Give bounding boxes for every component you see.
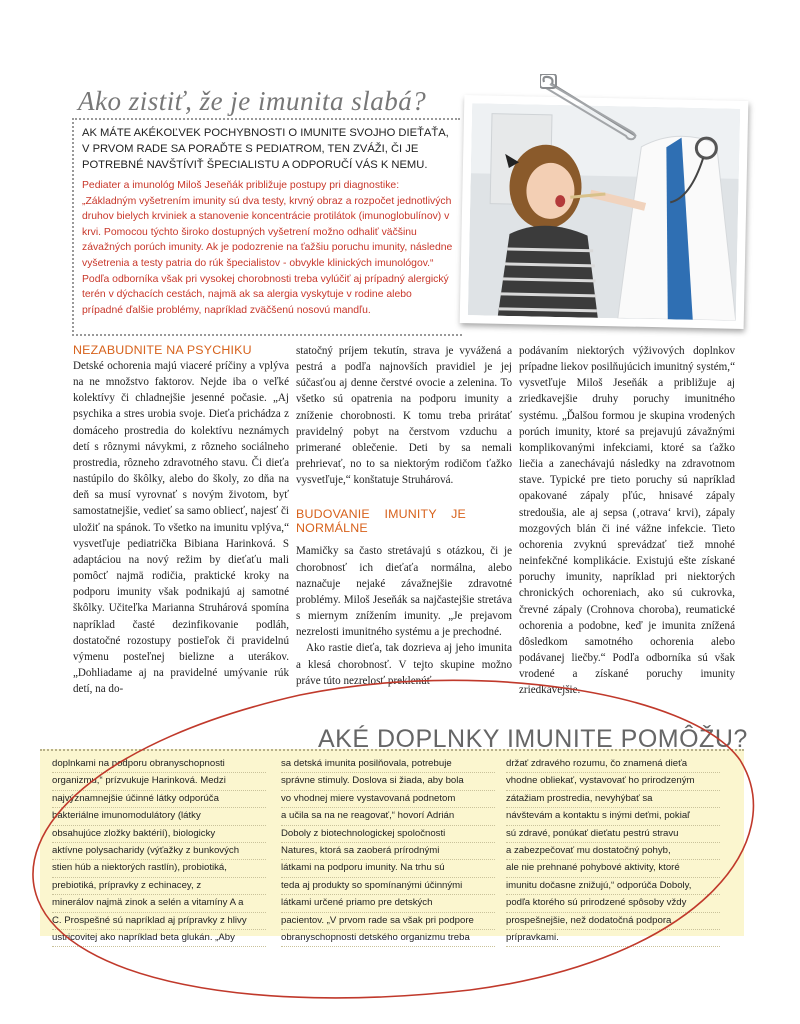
subheading-budovanie-imunity: BUDOVANIE IMUNITY JE NORMÁLNE <box>296 507 466 536</box>
text-line: obsahujúce zložky baktérií), biologicky <box>52 826 266 843</box>
safety-pin-icon <box>540 74 640 149</box>
text-line: najvýznamnejšie účinné látky odporúča <box>52 791 266 808</box>
lead-paragraph: AK MÁTE AKÉKOĽVEK POCHYBNOSTI O IMUNITE SVOJHO DIEŤAŤA, V PRVOM RADE SA PORAĎTE S PEDIATROM, TEN ZVÁŽI, ČI JE POTREBNÉ NAVŠTÍVIŤ ŠPECIALISTU A ODPORUČÍ VÁS K NEMU. <box>82 127 449 171</box>
body-paragraph: Mamičky sa často stretávajú s otázkou, či je chorobnosť ich dieťaťa normálna, alebo naznačuje nejaké závažnejšie zdravotné problémy. Miloš Jeseňák sa najčastejšie stretáva s miernym znížením imunity. „Je prejavom nezrelosti imunitného systému a je prechodné. <box>296 545 512 639</box>
text-line: organizmu,“ prízvukuje Harinková. Medzi <box>52 773 266 790</box>
text-line: sa detská imunita posilňovala, potrebuje <box>281 756 495 773</box>
supplements-column-2 <box>281 756 495 947</box>
text-line: teda aj produkty so spomínanými účinnými <box>281 878 495 895</box>
supplements-column-1 <box>52 756 266 947</box>
text-line: imunitu dočasne znižujú,“ odporúča Doboly, <box>506 878 720 895</box>
text-line: aktívne polysacharidy (výťažky z bunkových <box>52 843 266 860</box>
text-line: prospešnejšie, než dodatočná podpora <box>506 913 720 930</box>
text-line: ale nie prehnané pohybové aktivity, ktoré <box>506 860 720 877</box>
subheading-psychika: NEZABUDNITE NA PSYCHIKU <box>73 343 252 357</box>
text-line: látkami na podporu imunity. Na trhu sú <box>281 860 495 877</box>
text-line: prípravkami. <box>506 930 720 947</box>
article-column-2 <box>296 343 512 689</box>
text-line: zátažiam prostredia, nevyhýbať sa <box>506 791 720 808</box>
text-line: vhodne obliekať, vystavovať ho prirodzeným <box>506 773 720 790</box>
article-column-1 <box>73 343 289 697</box>
text-line: a učila sa na ne reagovať,“ hovorí Adrián <box>281 808 495 825</box>
body-paragraph: Ako rastie dieťa, tak dozrieva aj jeho imunita a klesá chorobnosť. V tejto skupine možno práve túto nezrelosť preklenúť <box>296 642 512 687</box>
text-line: pacientov. „V prvom rade sa však pri podpore <box>281 913 495 930</box>
body-paragraph: statočný príjem tekutín, strava je vyvážená a pestrá a podľa najnovších pravidiel je jej súčasťou aj denne čerstvé ovocie a zelenina. To všetko sú opatrenia na podporu imunity a zníženie chorobnosti. K tomu treba prirátať pravidelný pobyt na čerstvom vzduchu a primerané oblečenie. Deti by sa nemali prehrievať, no to sa niektorým rodičom ťažko vysvetľuje,“ konštatuje Struhárová. <box>296 345 512 487</box>
text-line: C. Prospešné sú napríklad aj prípravky z hlivy <box>52 913 266 930</box>
supplements-title: AKÉ DOPLNKY IMUNITE POMÔŽU? <box>318 725 748 753</box>
text-line: obranyschopnosti detského organizmu treba <box>281 930 495 947</box>
text-line: a zabezpečovať mu dostatočný pohyb, <box>506 843 720 860</box>
dotted-rule <box>72 118 460 120</box>
text-line: minerálov najmä zinok a selén a vitamíny A a <box>52 895 266 912</box>
supplements-column-3 <box>506 756 720 947</box>
body-paragraph: Detské ochorenia majú viaceré príčiny a vplýva na ne množstvo faktorov. Nejde iba o veľké kolektívy či chladnejšie jesenné počasie. „Aj psychika a stres urobia svoje. Dieťa prichádza z domáceho prostredia do kolektívu neznámych detí s rôznymi návykmi, z rôzneho sociálneho prostredia, rôzneho zdravotného stavu. Či dieťa nastúpilo do škôlky, alebo do školy, zo dňa na deň sa musí vyrovnať s novým životom, byť samostatnejšie, vedieť sa samo obliecť, najesť či uložiť na spánok. To všetko na imunitu vplýva,“ vysvetľuje pediatrička Bibiana Harinková. S adaptáciou na nový režim by dieťaťu mali pomôcť najmä rodičia, praktické kroky na podporu imunity však podnikajú aj samotné škôlky. Učiteľka Marianna Struhárová spomína napríklad časté dezinfikovanie podláh, dostatočné rozostupy postieľok či pravidelnú výmenu posteľnej bielizne a uterákov. „Dohliadame aj na pravidelné umývanie rúk detí, na do- <box>73 360 289 696</box>
expert-quote-paragraph: Pediater a imunológ Miloš Jeseňák približuje postupy pri diagnostike: „Základným vyšetrením imunity sú dva testy, krvný obraz a rozpočet jednotlivých druhov bielych krviniek a stanovenie koncentrácie protilátok (imunoglobulínov) v krvi. Pomocou týchto široko dostupných vyšetrení možno odhaliť väčšinu závažných porúch imunity. Ak je podozrenie na ťažšiu poruchu imunity, následne vyšetrenia a testy patria do rúk špecialistov - obvykle klinických imunológov.“ Podľa odborníka však pri vysokej chorobnosti treba vylúčiť aj prípadný alergický terén v dýchacích cestách, najmä ak sa alergia vyskytuje v rodine alebo prípadné ďalšie problémy, napríklad zväčšenú nosovú mandľu. <box>82 180 453 316</box>
body-paragraph: podávaním niektorých výživových doplnkov prípadne liekov posilňujúcich imunitný systém,“ vysvetľuje Miloš Jeseňák a približuje aj zriedkavejšie druhy poruchy imunitného systému. „Ďalšou formou je skupina vrodených porúch imunity, ktoré sa prejavujú závažnými komplikovanými infekciami, ktoré sa ťažko liečia a zanechávajú následky na zdravotnom stave. Typické pre tieto poruchy sú napríklad opakované zápaly pľúc, hnisavé zápaly stredoušia, ale aj sepsa (‚otrava‘ krvi), zápaly mozgových blán či iné vážne infekcie. Tieto ochorenia zvyknú sprevádzať tiež mnohé neinfekčné komplikácie. Existujú ešte získané poruchy imunity, napríklad pri niektorých chronických ochoreniach, ako sú cukrovka, črevné zápaly (Crohnova choroba), reumatické ochorenia a podobne, keď je imunita znížená dôsledkom samotného ochorenia alebo podávanej liečby.“ Podľa odborníka sú však vrodené a získané poruchy imunity zriedkavejšie. <box>519 345 735 697</box>
text-line: ustricovitej ako napríklad beta glukán. „Aby <box>52 930 266 947</box>
text-line: držať zdravého rozumu, čo znamená dieťa <box>506 756 720 773</box>
text-line: vo vhodnej miere vystavovaná podnetom <box>281 791 495 808</box>
text-line: bakteriálne imunomodulátory (látky <box>52 808 266 825</box>
text-line: doplnkami na podporu obranyschopnosti <box>52 756 266 773</box>
text-line: stien húb a niektorých rastlín), probiotiká, <box>52 860 266 877</box>
text-line: látkami určené priamo pre detských <box>281 895 495 912</box>
section-headline: Ako zistiť, že je imunita slabá? <box>78 86 427 116</box>
text-line: správne stimuly. Doslova si žiada, aby bola <box>281 773 495 790</box>
text-line: sú zdravé, ponúkať dieťatu pestrú stravu <box>506 826 720 843</box>
article-column-3 <box>519 343 735 698</box>
text-line: Doboly z biotechnologickej spoločnosti <box>281 826 495 843</box>
text-line: Natures, ktorá sa zaoberá prírodnými <box>281 843 495 860</box>
text-line: návštevám a kontaktu s inými deťmi, pokiaľ <box>506 808 720 825</box>
text-line: prebiotiká, prípravky z echinacey, z <box>52 878 266 895</box>
text-line: podľa ktorého sú prirodzené spôsoby vždy <box>506 895 720 912</box>
